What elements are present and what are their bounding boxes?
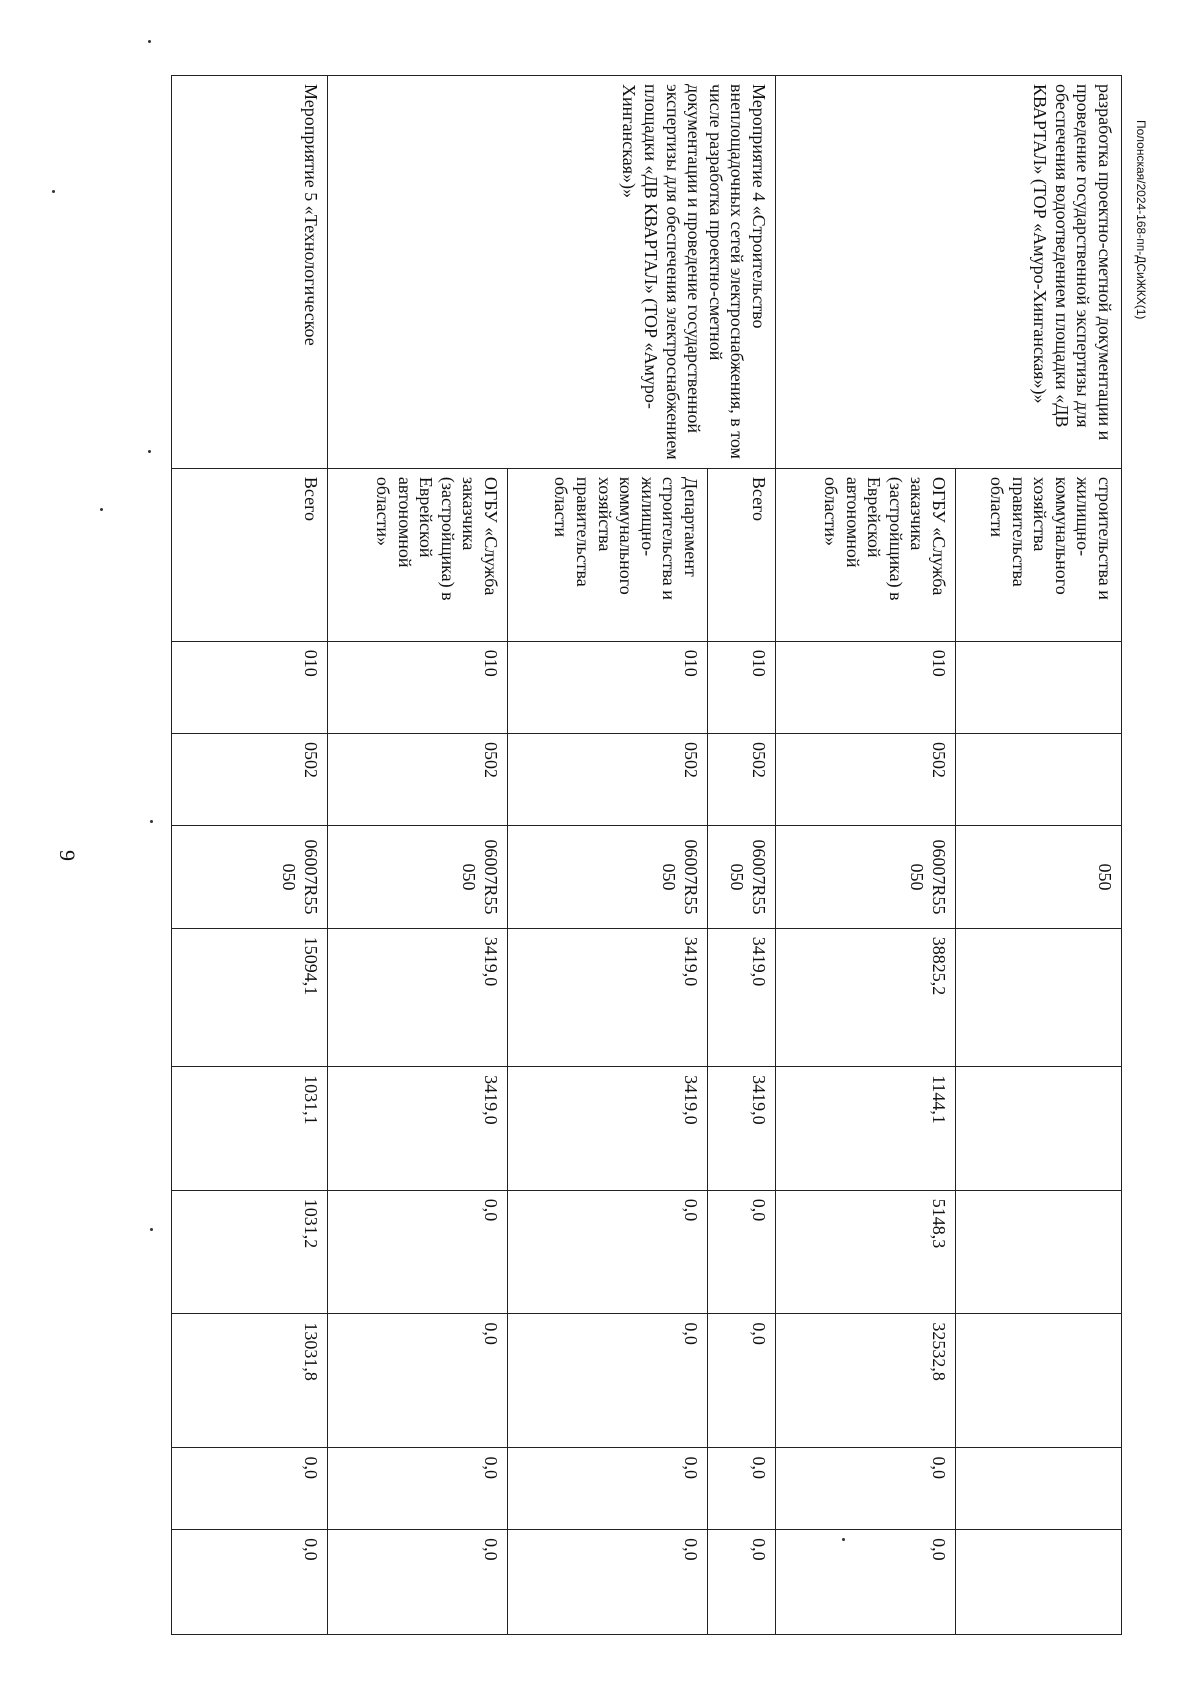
value-cell: 3419,0	[708, 928, 776, 1066]
executor-cell: Всего	[172, 468, 328, 641]
executor-cell: ОГБУ «Служба заказчика (застройщика) в Еврейской автономной области»	[776, 468, 956, 641]
value-cell: 0,0	[708, 1314, 776, 1448]
scan-speck	[100, 508, 103, 511]
value-cell: 13031,8	[172, 1314, 328, 1448]
rzpr-cell: 0502	[508, 733, 708, 825]
csr-cell: 06007R55 050	[508, 826, 708, 929]
table-row	[956, 76, 1122, 1635]
page-number: 9	[55, 850, 80, 861]
value-cell: 3419,0	[708, 1067, 776, 1191]
value-cell: 38825,2	[776, 928, 956, 1066]
csr-cell: 06007R55 050	[328, 826, 508, 929]
value-cell: 15094,1	[172, 928, 328, 1066]
rotated-table-wrapper	[172, 75, 1122, 1635]
csr-cell: 06007R55 050	[172, 826, 328, 929]
event-cell: Мероприятие 4 «Строительство внеплощадочных сетей электроснабжения, в том числе разработка проектно-сметной документации и проведение государственной экспертизы для обеспечения электроснабжением площадки «ДВ КВАРТАЛ» (ТОР «Амуро-Хинганская»)»	[328, 76, 776, 469]
event-cell: разработка проектно-сметной документации и проведение государственной экспертизы для обеспечения водоотведением площадки «ДВ КВАРТАЛ» (ТОР «Амуро-Хинганская»)»	[776, 76, 1122, 469]
value-cell: 32532,8	[776, 1314, 956, 1448]
value-cell: 0,0	[328, 1530, 508, 1635]
value-cell: 0,0	[172, 1530, 328, 1635]
value-cell: 0,0	[328, 1448, 508, 1530]
value-cell: 3419,0	[328, 928, 508, 1066]
event-cell: Мероприятие 5 «Технологическое	[172, 76, 328, 469]
grbs-cell	[956, 641, 1122, 733]
value-cell: 3419,0	[508, 928, 708, 1066]
value-cell: 0,0	[328, 1190, 508, 1314]
rzpr-cell: 0502	[328, 733, 508, 825]
value-cell: 1144,1	[776, 1067, 956, 1191]
value-cell	[956, 1190, 1122, 1314]
value-cell: 0,0	[708, 1190, 776, 1314]
rzpr-cell	[956, 733, 1122, 825]
table-row	[708, 76, 776, 1635]
value-cell	[956, 1530, 1122, 1635]
scan-speck	[150, 1228, 153, 1231]
value-cell: 1031,2	[172, 1190, 328, 1314]
grbs-cell: 010	[508, 641, 708, 733]
scan-speck	[148, 450, 151, 453]
value-cell: 0,0	[776, 1448, 956, 1530]
scan-speck	[52, 190, 55, 193]
value-cell: 0,0	[508, 1448, 708, 1530]
csr-cell: 050	[956, 826, 1122, 929]
grbs-cell: 010	[776, 641, 956, 733]
grbs-cell: 010	[328, 641, 508, 733]
value-cell: 3419,0	[328, 1067, 508, 1191]
rzpr-cell: 0502	[708, 733, 776, 825]
executor-cell: строительства и жилищно-коммунального хозяйства правительства области	[956, 468, 1122, 641]
value-cell: 5148,3	[776, 1190, 956, 1314]
document-code: Полонская/2024-168-пп-ДСиЖКХ(1)	[1134, 120, 1148, 320]
value-cell: 0,0	[708, 1530, 776, 1635]
executor-cell: Департамент строительства и жилищно-коммунального хозяйства правительства области	[508, 468, 708, 641]
grbs-cell: 010	[172, 641, 328, 733]
value-cell: 1031,1	[172, 1067, 328, 1191]
value-cell	[956, 1448, 1122, 1530]
scan-speck	[150, 820, 153, 823]
rzpr-cell: 0502	[776, 733, 956, 825]
value-cell: 0,0	[328, 1314, 508, 1448]
executor-cell: Всего	[708, 468, 776, 641]
value-cell: 0,0	[776, 1530, 956, 1635]
value-cell: 0,0	[508, 1314, 708, 1448]
value-cell: 0,0	[172, 1448, 328, 1530]
csr-cell: 06007R55 050	[708, 826, 776, 929]
table-row	[172, 76, 328, 1635]
executor-cell: ОГБУ «Служба заказчика (застройщика) в Еврейской автономной области»	[328, 468, 508, 641]
scan-speck	[148, 40, 151, 43]
grbs-cell: 010	[708, 641, 776, 733]
value-cell: 3419,0	[508, 1067, 708, 1191]
value-cell	[956, 1067, 1122, 1191]
csr-cell: 06007R55 050	[776, 826, 956, 929]
value-cell	[956, 928, 1122, 1066]
value-cell: 0,0	[508, 1190, 708, 1314]
value-cell	[956, 1314, 1122, 1448]
budget-table	[171, 75, 1122, 1635]
rzpr-cell: 0502	[172, 733, 328, 825]
value-cell: 0,0	[708, 1448, 776, 1530]
value-cell: 0,0	[508, 1530, 708, 1635]
